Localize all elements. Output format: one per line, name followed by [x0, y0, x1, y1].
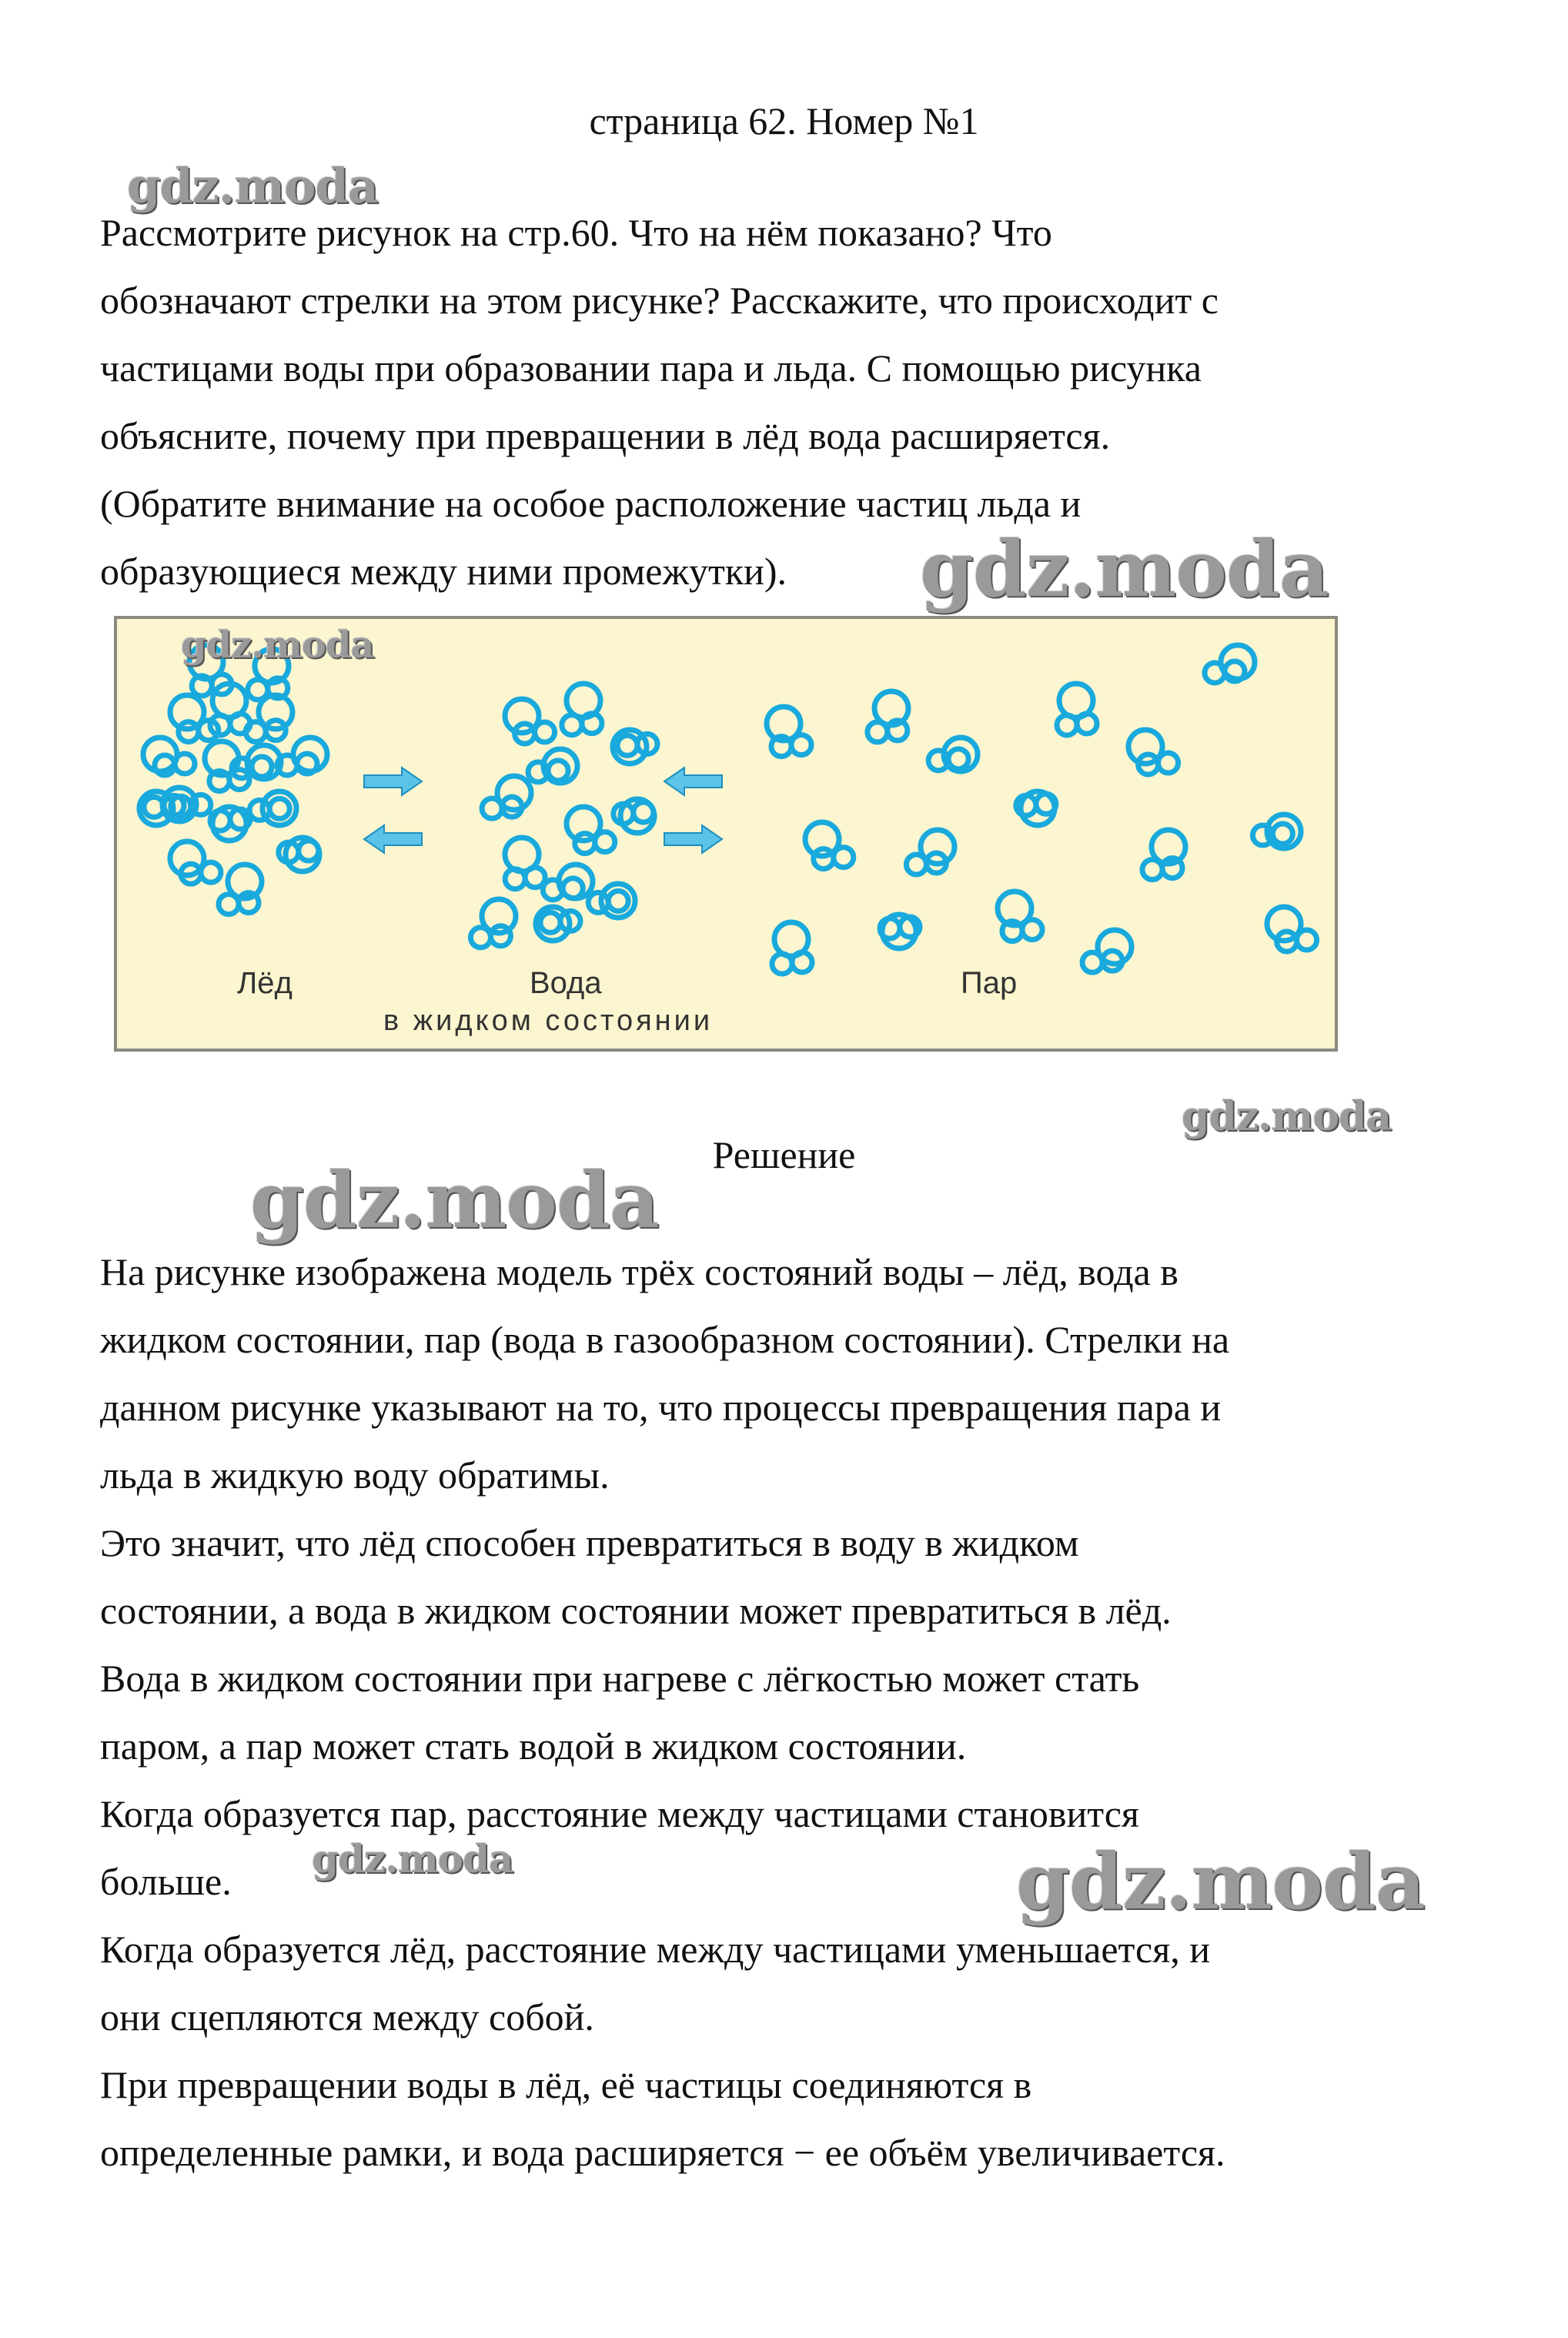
answer-line: паром, а пар может стать водой в жидком состоянии. [100, 1724, 967, 1768]
answer-line: данном рисунке указывают на то, что процессы превращения пара и [100, 1386, 1222, 1429]
task-line: объясните, почему при превращении в лёд вода расширяется. [100, 414, 1111, 457]
task-line: обозначают стрелки на этом рисунке? Расскажите, что происходит с [100, 279, 1219, 322]
watermark: gdz.moda [312, 1836, 513, 1881]
answer-line: Это значит, что лёд способен превратиться в воду в жидком [100, 1521, 1079, 1564]
task-line: Рассмотрите рисунок на стр.60. Что на нём показано? Что [100, 211, 1052, 254]
answer-line: больше. [100, 1860, 232, 1903]
watermark: gdz.moda [1182, 1093, 1392, 1140]
answer-line: Когда образуется пар, расстояние между частицами становится [100, 1792, 1139, 1835]
answer-line: При превращении воды в лёд, её частицы соединяются в [100, 2063, 1032, 2106]
answer-line: льда в жидкую воду обратимы. [100, 1453, 610, 1497]
watermark: gdz.moda [250, 1155, 659, 1246]
answer-line: На рисунке изображена модель трёх состояний воды – лёд, вода в [100, 1250, 1179, 1293]
task-line: (Обратите внимание на особое расположение частиц льда и [100, 482, 1082, 525]
label-ice: Лёд [237, 966, 293, 1000]
label-water: Вода [530, 966, 602, 1000]
watermark: gdz.moda [181, 624, 374, 667]
answer-line: жидком состоянии, пар (вода в газообразном состоянии). Стрелки на [100, 1318, 1230, 1361]
label-water-sub: в жидком состоянии [383, 1005, 714, 1037]
task-line: образующиеся между ними промежутки). [100, 550, 787, 593]
answer-line: определенные рамки, и вода расширяется − ее объём увеличивается. [100, 2131, 1225, 2174]
label-steam: Пар [961, 966, 1018, 1000]
answer-line: состоянии, а вода в жидком состоянии может превратиться в лёд. [100, 1589, 1172, 1632]
solution-heading: Решение [712, 1133, 856, 1176]
water-states-figure [114, 616, 1338, 1052]
figure-background [115, 617, 1336, 1050]
answer-text [100, 1238, 1478, 2186]
page-title: страница 62. Номер №1 [589, 99, 979, 142]
task-line: частицами воды при образовании пара и льда. С помощью рисунка [100, 346, 1202, 390]
watermark: gdz.moda [920, 523, 1329, 614]
answer-line: Когда образуется лёд, расстояние между частицами уменьшается, и [100, 1928, 1210, 1971]
answer-line: они сцепляются между собой. [100, 1995, 594, 2039]
answer-line: Вода в жидком состоянии при нагреве с лёгкостью может стать [100, 1657, 1140, 1700]
watermark: gdz.moda [1016, 1836, 1425, 1927]
watermark: gdz.moda [127, 158, 378, 214]
